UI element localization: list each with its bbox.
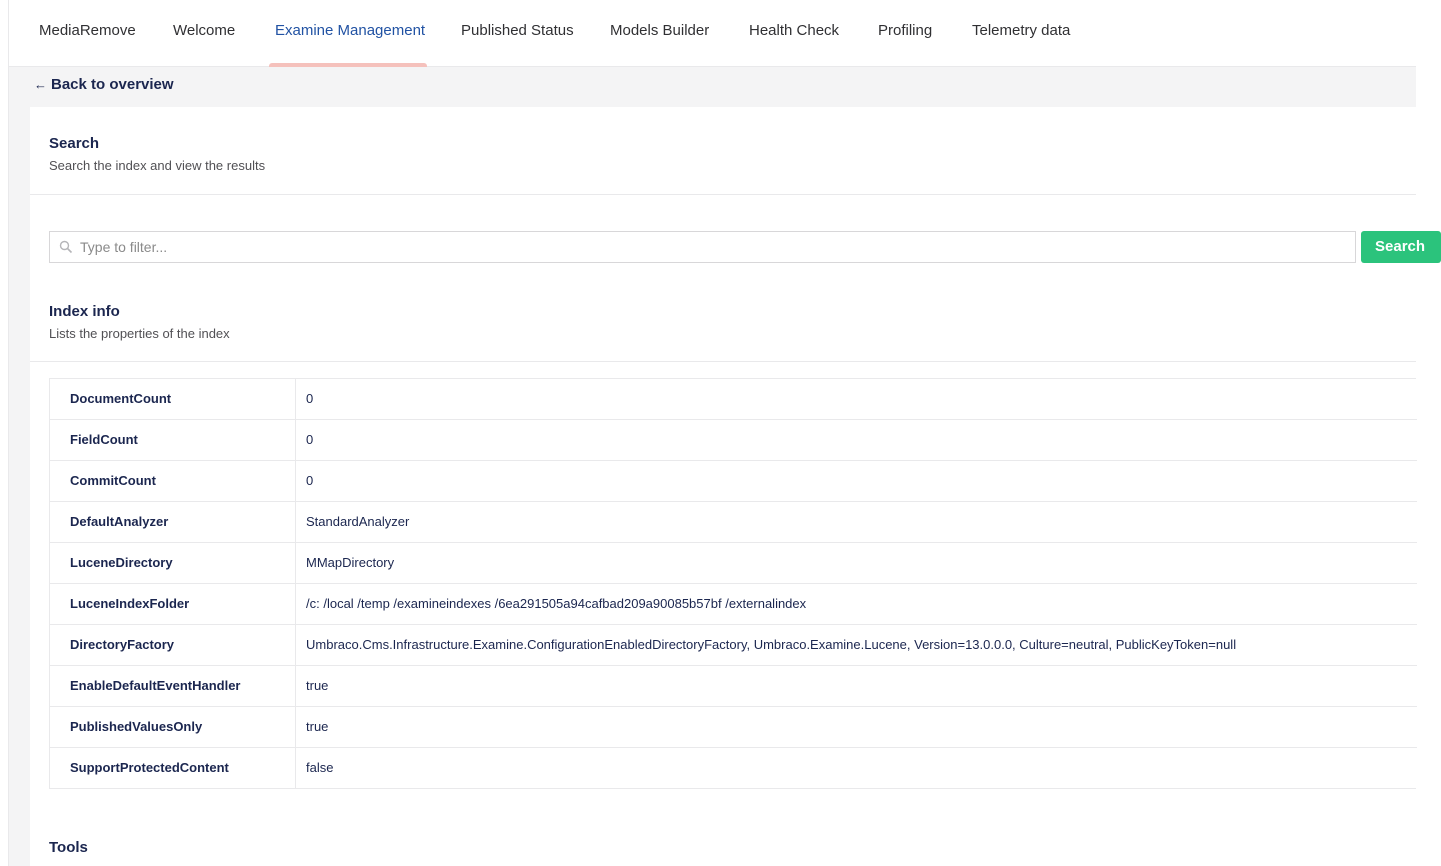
index-info-description: Lists the properties of the index: [49, 326, 230, 341]
property-key: FieldCount: [70, 432, 138, 447]
search-button[interactable]: Search: [1361, 231, 1441, 263]
tab-health-check[interactable]: Health Check: [749, 22, 840, 39]
index-info-title: Index info: [49, 303, 120, 320]
property-value: MMapDirectory: [306, 555, 395, 570]
table-row: [50, 542, 1417, 583]
section-divider: [30, 194, 1416, 195]
search-field[interactable]: [49, 231, 1356, 263]
table-row: [50, 624, 1417, 665]
tab-models-builder[interactable]: Models Builder: [610, 22, 710, 39]
property-value: 0: [306, 391, 314, 406]
property-key: EnableDefaultEventHandler: [70, 678, 241, 693]
table-row: [50, 706, 1417, 747]
property-value: false: [306, 760, 334, 775]
column-divider: [295, 379, 296, 420]
tab-examine-management[interactable]: Examine Management: [275, 22, 426, 39]
column-divider: [295, 584, 296, 625]
property-key: PublishedValuesOnly: [70, 719, 203, 734]
column-divider: [295, 502, 296, 543]
tools-section-title: Tools: [49, 839, 88, 856]
table-row: [50, 747, 1417, 788]
tab-mediaremove[interactable]: MediaRemove: [39, 22, 136, 39]
property-key: LuceneIndexFolder: [70, 596, 190, 611]
property-value: /c: /local /temp /examineindexes /6ea291505a94cafbad209a90085b57bf /externalindex: [306, 596, 807, 611]
column-divider: [295, 420, 296, 461]
search-input[interactable]: [80, 232, 1350, 262]
column-divider: [295, 625, 296, 666]
table-row: [50, 665, 1417, 706]
property-value: 0: [306, 473, 314, 488]
tab-published-status[interactable]: Published Status: [461, 22, 574, 39]
property-value: true: [306, 719, 329, 734]
column-divider: [295, 461, 296, 502]
column-divider: [295, 666, 296, 707]
search-section-description: Search the index and view the results: [49, 158, 266, 173]
table-row: [50, 460, 1417, 501]
property-value: true: [306, 678, 329, 693]
search-icon: [59, 240, 73, 254]
back-to-overview-link[interactable]: [34, 76, 174, 96]
index-properties-table: [49, 378, 1416, 789]
tab-welcome[interactable]: Welcome: [173, 22, 236, 39]
column-divider: [295, 543, 296, 584]
sidebar-edge: [0, 0, 9, 866]
search-section-title: Search: [49, 135, 100, 152]
tab-telemetry-data[interactable]: Telemetry data: [972, 22, 1071, 39]
column-divider: [295, 748, 296, 789]
property-key: DirectoryFactory: [70, 637, 175, 652]
dashboard-tabs: [9, 0, 1416, 67]
column-divider: [295, 707, 296, 748]
tab-profiling[interactable]: Profiling: [878, 22, 933, 39]
property-key: LuceneDirectory: [70, 555, 173, 570]
section-divider: [30, 361, 1416, 362]
property-value: Umbraco.Cms.Infrastructure.Examine.ConfigurationEnabledDirectoryFactory, Umbraco.Examine.Lucene, Version=13.0.0.0, Culture=neutral, PublicKeyToken=null: [306, 637, 1237, 652]
back-link-label: Back to overview: [51, 76, 174, 93]
property-key: DefaultAnalyzer: [70, 514, 169, 529]
back-arrow-icon: ←: [34, 77, 47, 92]
table-row: [50, 583, 1417, 624]
property-key: SupportProtectedContent: [70, 760, 229, 775]
table-row: [50, 419, 1417, 460]
property-value: 0: [306, 432, 314, 447]
index-detail-panel: [30, 107, 1426, 866]
table-row: [50, 379, 1417, 420]
property-value: StandardAnalyzer: [306, 514, 410, 529]
table-row: [50, 501, 1417, 542]
property-key: DocumentCount: [70, 391, 172, 406]
property-key: CommitCount: [70, 473, 156, 488]
